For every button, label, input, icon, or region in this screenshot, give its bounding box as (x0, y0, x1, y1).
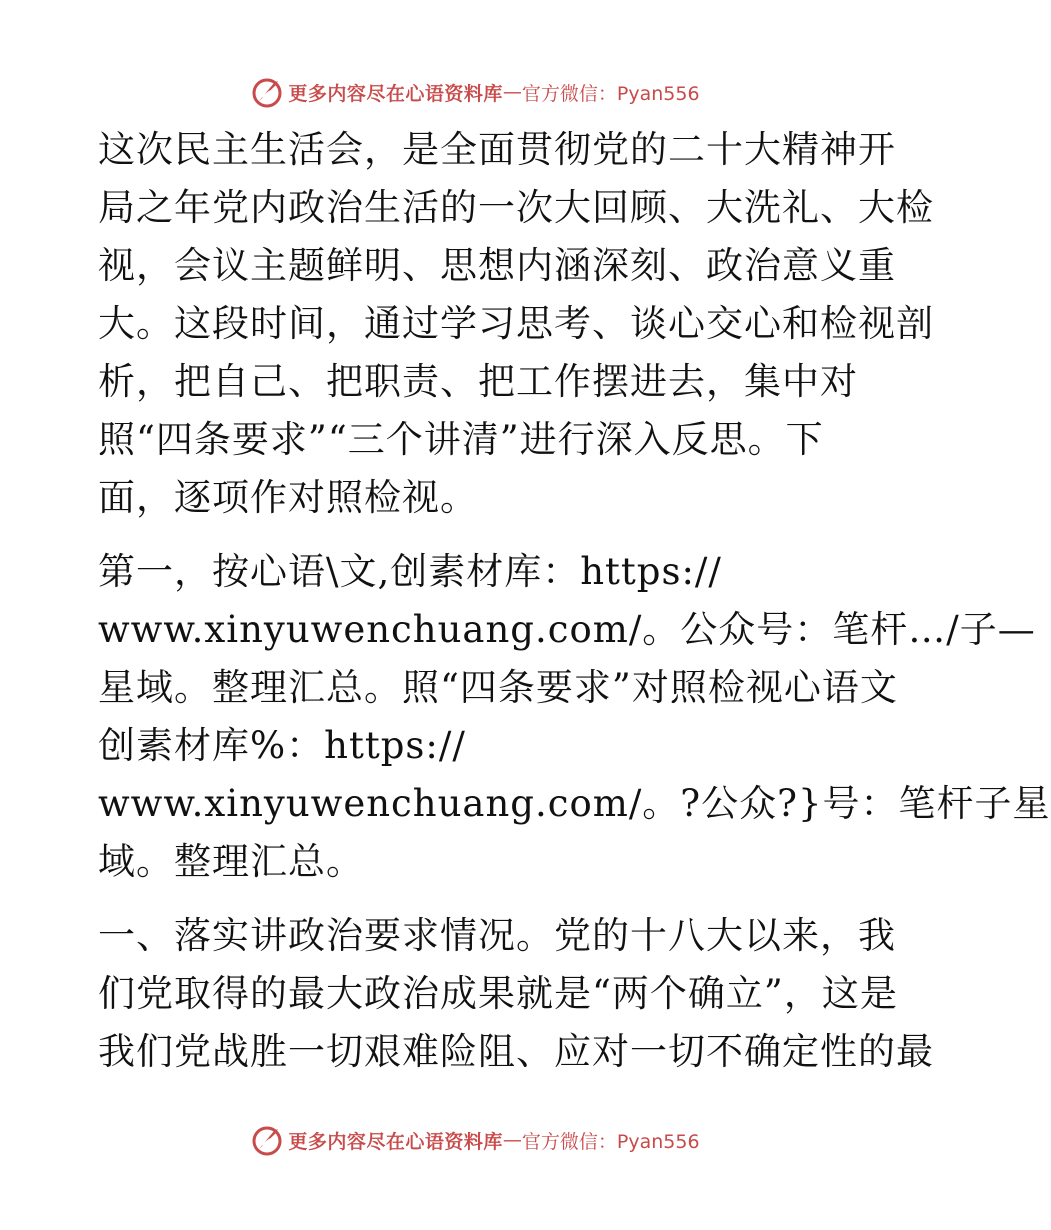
paragraph-first (98, 543, 1051, 891)
text-line: www.xinyuwenchuang.com/。?公众?}号：笔杆子星 (98, 782, 1051, 825)
header-watermark (0, 72, 950, 112)
watermark-wechat-text: 官方微信：Pyan556 (521, 1130, 700, 1153)
text-line: 第一，按心语\文,创素材库：https:// (98, 550, 722, 593)
quill-pen-logo-icon (250, 1123, 284, 1157)
watermark-site-text: 更多内容尽在心语资料库 (288, 82, 503, 105)
watermark-wechat-text: 官方微信：Pyan556 (521, 82, 700, 105)
text-line: 照“四条要求”“三个讲清”进行深入反思。下 (98, 418, 824, 461)
quill-pen-logo-icon (250, 75, 284, 109)
footer-watermark (0, 1120, 950, 1160)
text-line: 大。这段时间，通过学习思考、谈心交心和检视剖 (98, 302, 934, 345)
text-line: 星域。整理汇总。照“四条要求”对照检视心语文 (98, 666, 898, 709)
text-line: 这次民主生活会，是全面贯彻党的二十大精神开 (98, 128, 896, 171)
watermark-site-text: 更多内容尽在心语资料库 (288, 1130, 503, 1153)
text-line: 我们党战胜一切艰难险阻、应对一切不确定性的最 (98, 1030, 934, 1073)
watermark-separator: — (502, 1129, 522, 1151)
text-line: 们党取得的最大政治成果就是“两个确立”，这是 (98, 972, 898, 1015)
text-line: 局之年党内政治生活的一次大回顾、大洗礼、大检 (98, 186, 934, 229)
text-line: 一、落实讲政治要求情况。党的十八大以来，我 (98, 914, 896, 957)
text-line: www.xinyuwenchuang.com/。公众号：笔杆…/子— (98, 608, 1036, 651)
text-line: 视，会议主题鲜明、思想内涵深刻、政治意义重 (98, 244, 896, 287)
text-line: 析，把自己、把职责、把工作摆进去，集中对 (98, 360, 858, 403)
watermark-separator: — (502, 81, 522, 103)
paragraph-intro (98, 121, 934, 527)
text-line: 面，逐项作对照检视。 (98, 476, 478, 519)
document-body (98, 121, 1051, 1081)
text-line: 域。整理汇总。 (98, 840, 364, 883)
text-line: 创素材库%：https:// (98, 724, 466, 767)
paragraph-section-one (98, 907, 934, 1081)
